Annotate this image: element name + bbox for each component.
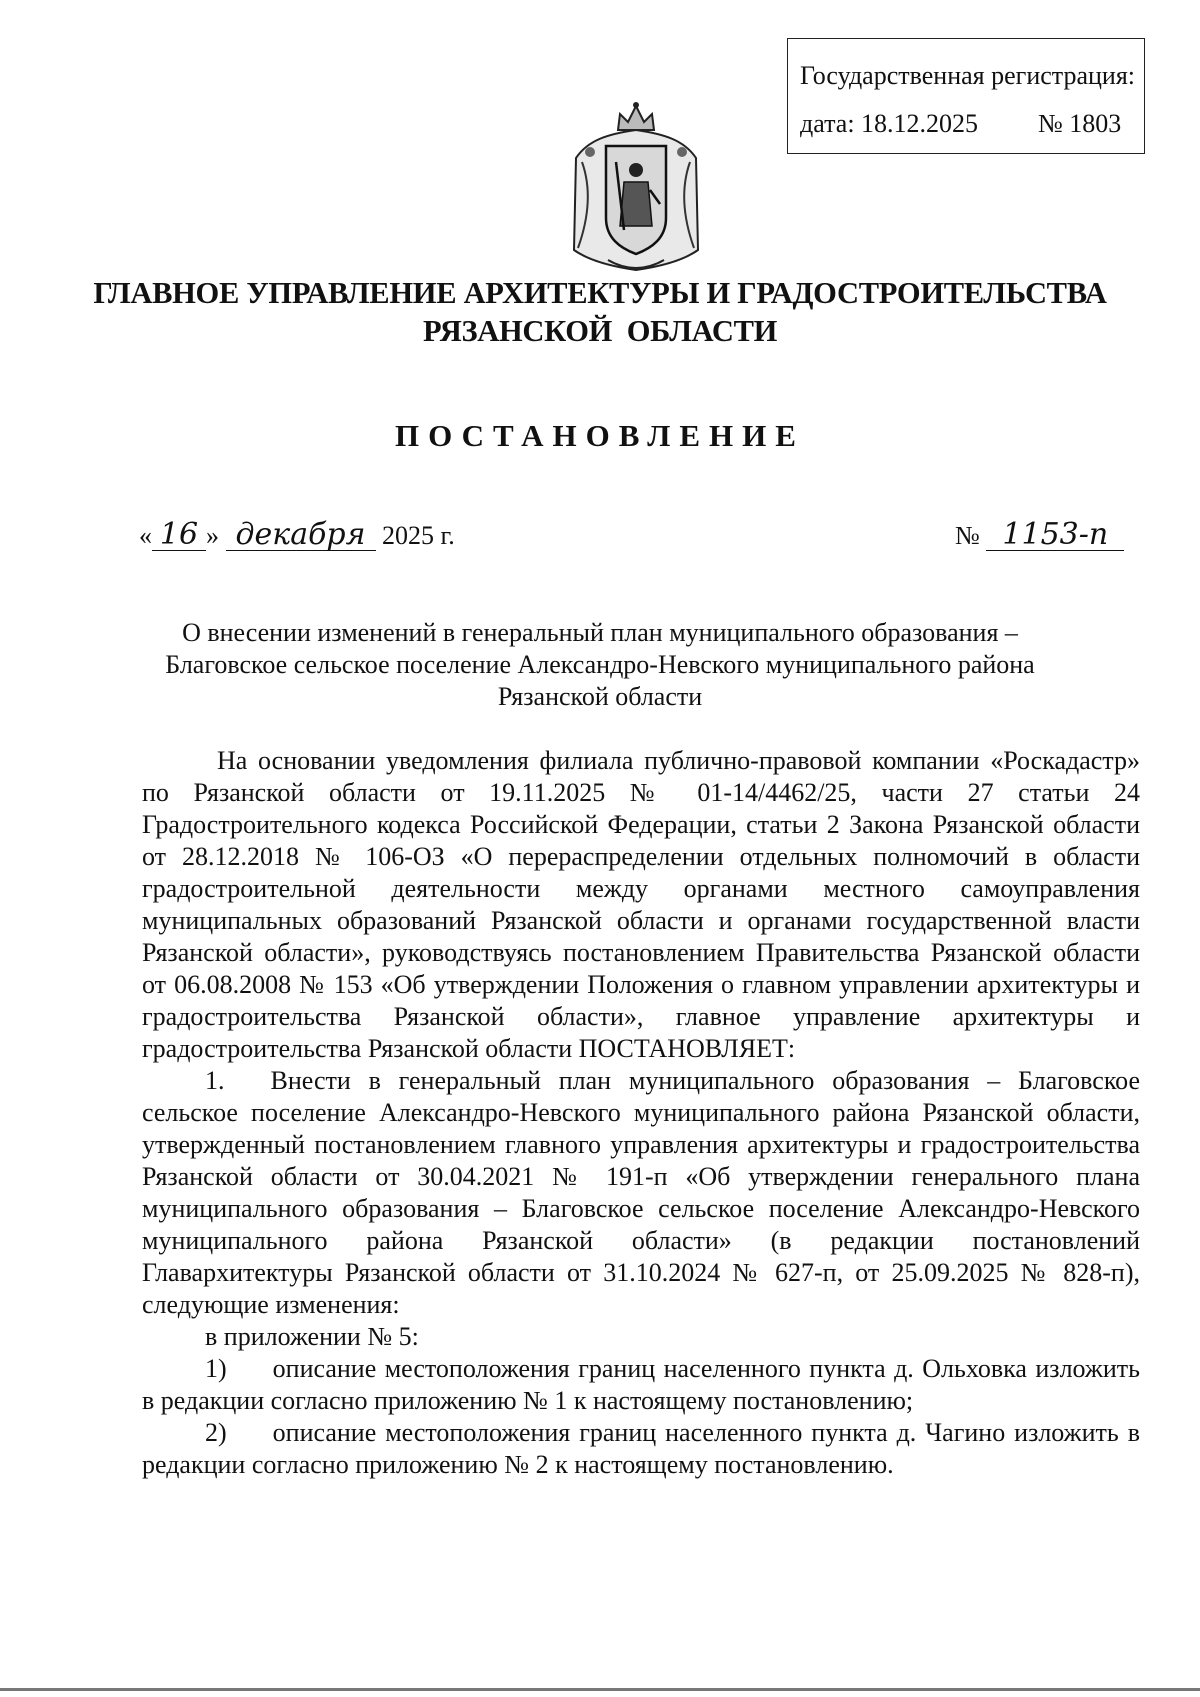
document-type: ПОСТАНОВЛЕНИЕ [395,418,805,453]
preamble-paragraph: На основании уведомления филиала публично-правовой компании «Роскадастр» по Рязанской области от 19.11.2025 № 01-14/4462/25, части 27 статьи 24 Градостроительного кодекса Российской Федерации, статьи 2 Закона Рязанской области от 28.12.2018 № 106-ОЗ «О перераспределении отдельных полномочий в области градостроительной деятельности между органами местного самоуправления муниципальных образований Рязанской области и органами государственной власти Рязанской области», руководствуясь постановлением Правительства Рязанской области от 06.08.2008 № 153 «Об утверждении Положения о главном управлении архитектуры и градостроительства Рязанской области», главное управление архитектуры и градостроительства Рязанской области ПОСТАНОВЛЯЕТ: [142,746,1140,1063]
document-date [139,517,455,552]
registration-title: Государственная регистрация: [800,61,1136,90]
handwritten-number: 1153-п [986,520,1124,551]
item-1-text: Внести в генеральный план муниципального образования – Благовское сельское поселение Александро-Невского муниципального района Рязанской области, утвержденный постановлением главного управления архитектуры и градостроительства Рязанской области от 30.04.2021 № 191-п «Об утверждении генерального плана муниципального образования – Благовское сельское поселение Александро-Невского муниципального района Рязанской области» (в редакции постановлений Главархитектуры Рязанской области от 31.10.2024 № 627-п, от 25.09.2025 № 828-п), следующие изменения: [142,1066,1140,1319]
item-1-number: 1. [205,1066,225,1095]
agency-name-line2: РЯЗАНСКОЙ ОБЛАСТИ [422,314,778,348]
handwritten-month: декабря [226,520,376,551]
item-1-paragraph [142,1065,1140,1321]
subitem-1-text: описание местоположения границ населенного пункта д. Ольховка изложить в редакции согласно приложению № 1 к настоящему постановлению; [142,1354,1140,1415]
date-open-quote: « [139,521,152,550]
number-sign: № [955,521,980,550]
subitem-1-paragraph [142,1353,1140,1417]
date-year: 2025 г. [382,521,455,550]
document-subject: О внесении изменений в генеральный план муниципального образования – Благовское сельское поселение Александро-Невского муниципального района Рязанской области [165,618,1035,711]
document-body [142,745,1140,1481]
document-number [955,517,1124,552]
subitem-2-paragraph [142,1417,1140,1481]
agency-name [60,274,1140,350]
handwritten-day: 16 [152,520,206,551]
registration-number: № 1803 [1038,109,1122,138]
registration-stamp [787,38,1145,154]
subitem-2-text: описание местоположения границ населенного пункта д. Чагино изложить в редакции согласно приложению № 2 к настоящему постановлению. [142,1418,1140,1479]
subitem-2-number: 2) [205,1418,227,1447]
agency-name-line1: ГЛАВНОЕ УПРАВЛЕНИЕ АРХИТЕКТУРЫ И ГРАДОСТРОИТЕЛЬСТВА [93,276,1107,310]
ryazan-coat-of-arms-icon [568,100,704,280]
subitem-1-number: 1) [205,1354,227,1383]
date-close-quote: » [206,521,219,550]
page-bottom-edge [0,1688,1200,1691]
appendix-intro: в приложении № 5: [205,1322,419,1351]
registration-date: дата: 18.12.2025 [800,109,979,138]
